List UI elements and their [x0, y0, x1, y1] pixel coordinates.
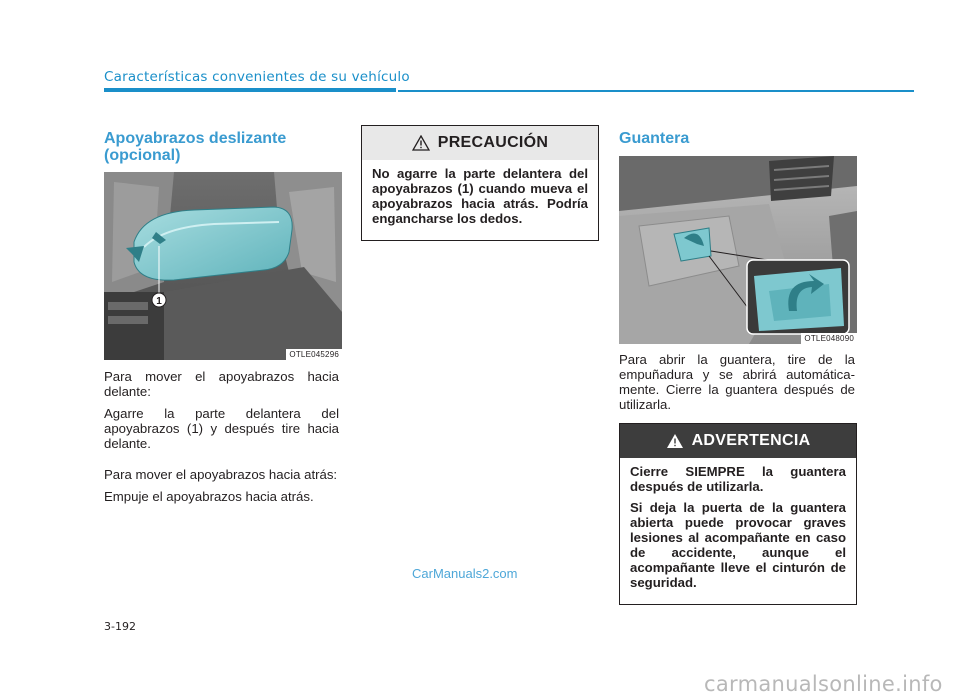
precaution-body [362, 160, 598, 240]
armrest-callout-1: 1 [156, 296, 162, 307]
watermark-corner: carmanualsonline.info [704, 672, 943, 696]
page-number: 3-192 [104, 620, 136, 633]
warning-para-danger: Si deja la puerta de la guantera abierta puede provocar graves lesiones al acompañante en caso de accidente, aunque el acompañante lleve el cinturón de seguridad. [630, 500, 846, 590]
glovebox-image-caption: OTLE048090 [801, 333, 857, 344]
armrest-image-caption: OTLE045296 [286, 349, 342, 360]
glovebox-para-open: Para abrir la guantera, tire de la empuñadura y se abrirá automática-mente. Cierre la guantera después de utilizarla. [619, 352, 855, 412]
glovebox-instructions [619, 352, 855, 419]
warning-title: ADVERTENCIA [691, 432, 811, 449]
warning-triangle-icon [666, 433, 684, 449]
warning-box [619, 423, 857, 605]
warning-body [620, 458, 856, 604]
header-rule-thick [104, 88, 396, 92]
section-header: Características convenientes de su vehículo [104, 69, 410, 85]
glovebox-photo [619, 156, 857, 344]
warning-para-close: Cierre SIEMPRE la guantera después de utilizarla. [630, 464, 846, 494]
armrest-title-line2: (opcional) [104, 147, 181, 164]
glovebox-section-title: Guantera [619, 130, 690, 147]
warning-triangle-icon [412, 135, 430, 151]
warning-header [620, 424, 856, 458]
precaution-box [361, 125, 599, 241]
armrest-illustration [104, 172, 342, 360]
armrest-section-title [104, 130, 344, 164]
armrest-para-forward-steps: Agarre la parte delantera del apoyabrazos (1) y después tire hacia delante. [104, 406, 339, 451]
glovebox-illustration [619, 156, 857, 344]
header-rule-thin [398, 90, 914, 92]
armrest-photo [104, 172, 342, 360]
armrest-para-forward: Para mover el apoyabrazos hacia delante: [104, 369, 339, 399]
watermark-link[interactable]: CarManuals2.com [412, 566, 518, 581]
armrest-title-line1: Apoyabrazos deslizante [104, 130, 287, 147]
armrest-para-back-steps: Empuje el apoyabrazos hacia atrás. [104, 489, 314, 504]
precaution-title: PRECAUCIÓN [437, 134, 549, 151]
armrest-instructions [104, 369, 339, 511]
precaution-header [362, 126, 598, 160]
armrest-para-back: Para mover el apoyabrazos hacia atrás: [104, 467, 338, 482]
precaution-text: No agarre la parte delantera del apoyabrazos (1) cuando mueva el apoyabrazos hacia atrás. Podría engancharse los dedos. [372, 166, 588, 226]
